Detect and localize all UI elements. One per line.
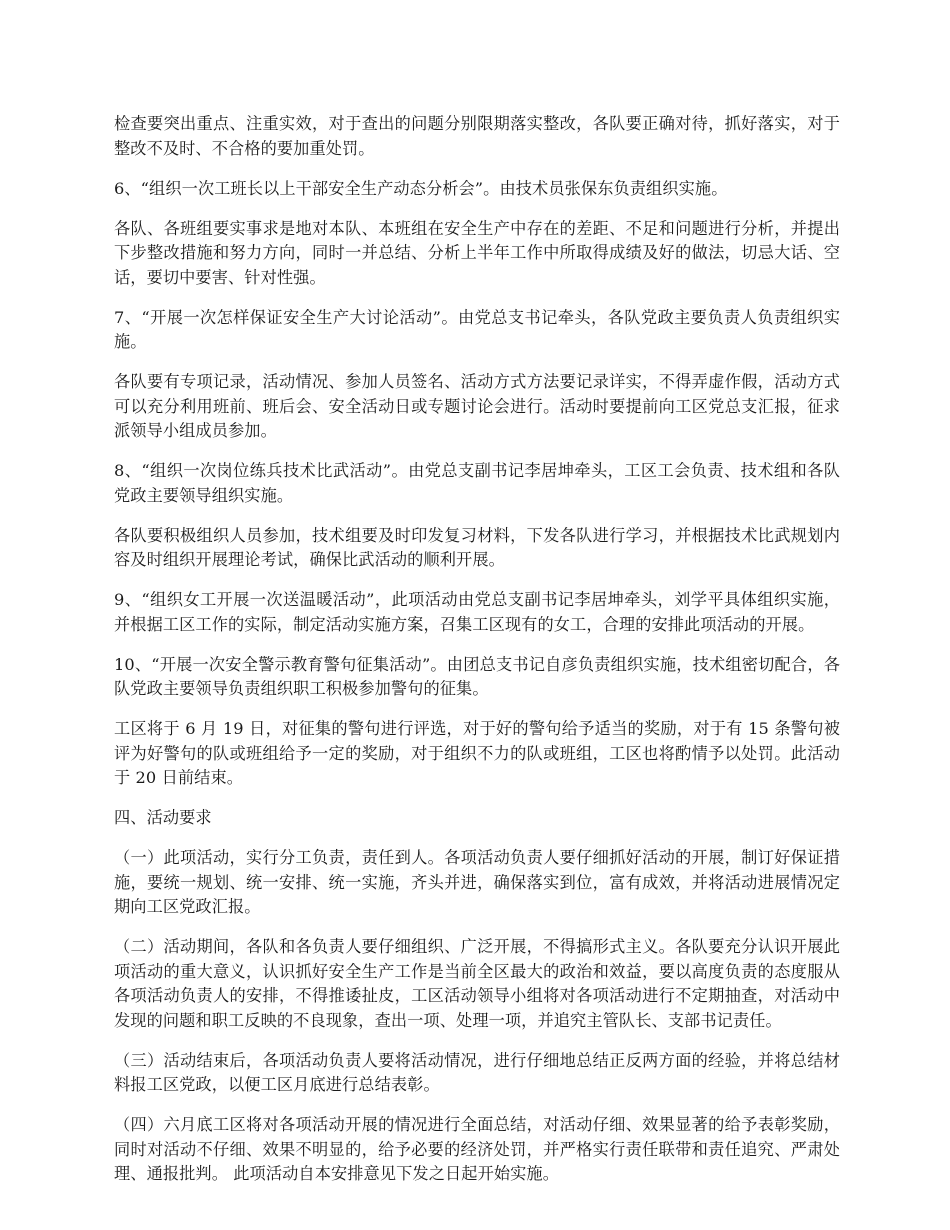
paragraph-item-6-title: 6、“组织一次工班长以上干部安全生产动态分析会”。由技术员张保东负责组织实施。 (114, 178, 728, 198)
paragraph-item-7-title: 7、“开展一次怎样保证安全生产大讨论活动”。由党总支书记牵头，各队党政主要负责人负责组织实施。 (114, 307, 840, 351)
paragraph-item-8-body: 各队要积极组织人员参加，技术组要及时印发复习材料，下发各队进行学习，并根据技术比武规划内容及时组织开展理论考试，确保比武活动的顺利开展。 (114, 525, 840, 569)
paragraph-item-9: 9、“组织女工开展一次送温暖活动”，此项活动由党总支副书记李居坤牵头，刘学平具体组织实施，并根据工区工作的实际，制定活动实施方案，召集工区现有的女工，合理的安排此项活动的开展。 (114, 590, 840, 634)
paragraph-item-6-body: 各队、各班组要实事求是地对本队、本班组在安全生产中存在的差距、不足和问题进行分析，并提出下步整改措施和努力方向，同时一并总结、分析上半年工作中所取得成绩及好的做法，切忌大话、空话，要切中要害、针对性强。 (114, 218, 840, 287)
paragraph-item-7-body: 各队要有专项记录，活动情况、参加人员签名、活动方式方法要记录详实，不得弄虚作假，活动方式可以充分利用班前、班后会、安全活动日或专题讨论会进行。活动时要提前向工区党总支汇报，征求派领导小组成员参加。 (114, 372, 840, 440)
paragraph-requirement-1: （一）此项活动，实行分工负责，责任到人。各项活动负责人要仔细抓好活动的开展，制订好保证措施，要统一规划、统一安排、统一实施，齐头并进，确保落实到位，富有成效，并将活动进展情况定期向工区党政汇报。 (114, 848, 840, 916)
section-heading-requirements: 四、活动要求 (114, 808, 212, 827)
paragraph-inspection-rectification: 检查要突出重点、注重实效，对于查出的问题分别限期落实整改，各队要正确对待，抓好落实，对于整改不及时、不合格的要加重处罚。 (114, 114, 840, 158)
paragraph-item-10-body: 工区将于 6 月 19 日，对征集的警句进行评选，对于好的警句给予适当的奖励，对于有 15 条警句被评为好警句的队或班组给予一定的奖励，对于组织不力的队或班组，工区也将酌情予以处罚。此活动于 20 日前结束。 (114, 719, 840, 787)
paragraph-requirement-3: （三）活动结束后，各项活动负责人要将活动情况，进行仔细地总结正反两方面的经验，并将总结材料报工区党政，以便工区月底进行总结表彰。 (114, 1050, 840, 1094)
paragraph-item-8-title: 8、“组织一次岗位练兵技术比武活动”。由党总支副书记李居坤牵头，工区工会负责、技术组和各队党政主要领导组织实施。 (114, 461, 840, 505)
paragraph-item-10-title: 10、“开展一次安全警示教育警句征集活动”。由团总支书记自彦负责组织实施，技术组密切配合，各队党政主要领导负责组织职工积极参加警句的征集。 (114, 654, 840, 698)
paragraph-requirement-2: （二）活动期间，各队和各负责人要仔细组织、广泛开展，不得搞形式主义。各队要充分认识开展此项活动的重大意义，认识抓好安全生产工作是当前全区最大的政治和效益，要以高度负责的态度服从各项活动负责人的安排，不得推诿扯皮，工区活动领导小组将对各项活动进行不定期抽查，对活动中发现的问题和职工反映的不良现象，查出一项、处理一项，并追究主管队长、支部书记责任。 (114, 937, 840, 1030)
paragraph-requirement-4: （四）六月底工区将对各项活动开展的情况进行全面总结，对活动仔细、效果显著的给予表彰奖励，同时对活动不仔细、效果不明显的，给予必要的经济处罚，并严格实行责任联带和责任追究、严肃处理、通报批判。 此项活动自本安排意见下发之日起开始实施。 (114, 1115, 840, 1183)
document-page (114, 112, 840, 1202)
